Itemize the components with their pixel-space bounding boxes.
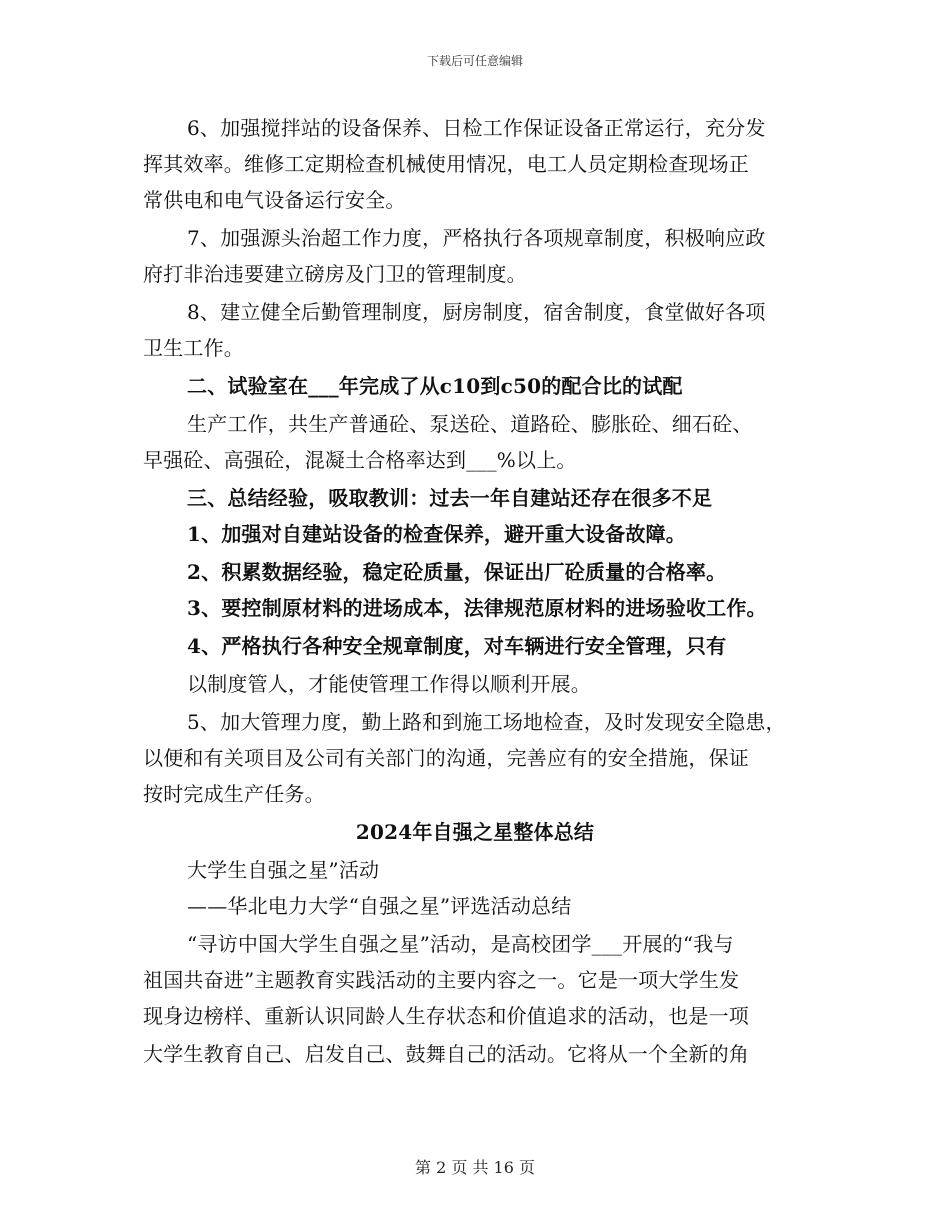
paragraph-line: 7、加强源头治超工作力度，严格执行各项规章制度，积极响应政 — [187, 226, 766, 250]
section-heading: 二、试验室在___年完成了从c10到c50的配合比的试配 — [187, 374, 683, 398]
paragraph-line: 府打非治违要建立磅房及门卫的管理制度。 — [143, 262, 527, 286]
paragraph-line: 早强砼、高强砼，混凝土合格率达到___%以上。 — [143, 448, 577, 472]
paragraph-line: 8、建立健全后勤管理制度，厨房制度，宿舍制度，食堂做好各项 — [187, 300, 766, 324]
list-item: 2、积累数据经验，稳定砼质量，保证出厂砼质量的合格率。 — [187, 560, 727, 584]
paragraph-line: 现身边榜样、重新认识同龄人生存状态和价值追求的活动，也是一项 — [143, 1004, 749, 1028]
subtitle-line: 大学生自强之星”活动 — [187, 858, 380, 882]
subtitle-line: ——华北电力大学“自强之星”评选活动总结 — [187, 894, 572, 918]
paragraph-line: 卫生工作。 — [143, 336, 244, 360]
paragraph-line: 祖国共奋进”主题教育实践活动的主要内容之一。它是一项大学生发 — [143, 968, 740, 992]
page-footer: 第 2 页 共 16 页 — [415, 1158, 535, 1177]
paragraph-line: 常供电和电气设备运行安全。 — [143, 188, 406, 212]
paragraph-line: 挥其效率。维修工定期检查机械使用情况，电工人员定期检查现场正 — [143, 152, 749, 176]
paragraph-line: 以便和有关项目及公司有关部门的沟通，完善应有的安全措施，保证 — [143, 746, 749, 770]
paragraph-line: 按时完成生产任务。 — [143, 782, 325, 806]
paragraph-line: “寻访中国大学生自强之星”活动，是高校团学___开展的“我与 — [187, 932, 734, 956]
list-item: 1、加强对自建站设备的检查保养，避开重大设备故障。 — [187, 522, 686, 546]
paragraph-line: 生产工作，共生产普通砼、泵送砼、道路砼、膨胀砼、细石砼、 — [187, 412, 753, 436]
paragraph-line: 以制度管人，才能使管理工作得以顺利开展。 — [187, 672, 591, 696]
paragraph-line: 大学生教育自己、启发自己、鼓舞自己的活动。它将从一个全新的角 — [143, 1042, 749, 1066]
list-item: 4、严格执行各种安全规章制度，对车辆进行安全管理，只有 — [187, 634, 727, 658]
paragraph-line: 5、加大管理力度，勤上路和到施工场地检查，及时发现安全隐患， — [187, 710, 786, 734]
section-heading: 三、总结经验，吸取教训：过去一年自建站还存在很多不足 — [187, 486, 713, 510]
paragraph-line: 6、加强搅拌站的设备保养、日检工作保证设备正常运行，充分发 — [187, 116, 766, 140]
page-header: 下载后可任意编辑 — [426, 54, 523, 68]
document-title: 2024年自强之星整体总结 — [355, 820, 595, 844]
list-item: 3、要控制原材料的进场成本，法律规范原材料的进场验收工作。 — [187, 596, 767, 620]
